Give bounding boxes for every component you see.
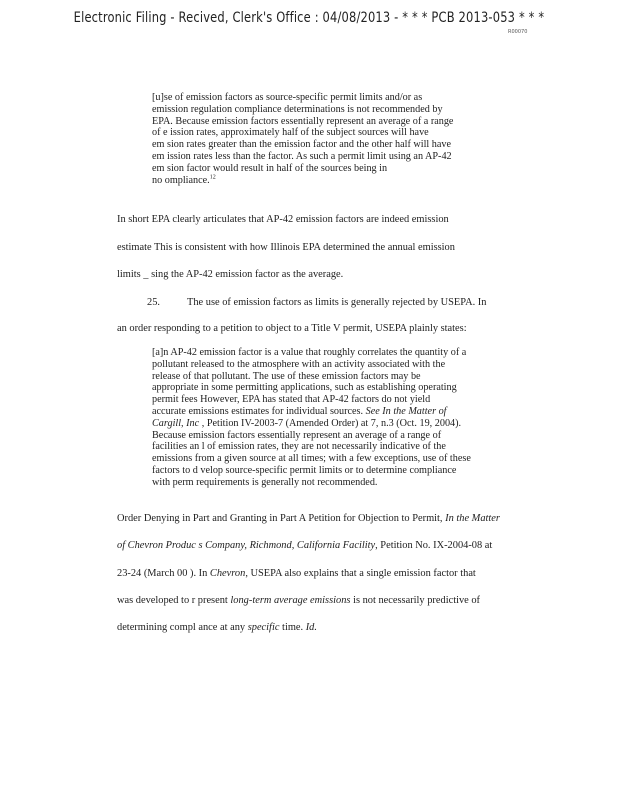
body-line: In short EPA clearly articulates that AP-42 emission factors are indeed emission [117,214,449,225]
electronic-filing-stamp: Electronic Filing - Recived, Clerk's Office : 04/08/2013 - * * * PCB 2013-053 * * * [73,10,545,26]
body-line [117,513,517,525]
quote-line: [a]n AP-42 emission factor is a value that roughly correlates the quantity of a [152,347,467,358]
quote-line: em sion rates greater than the emission factor and the other half will have [152,139,452,151]
quote-line: pollutant released to the atmosphere with an activity associated with the [152,358,446,370]
body-line [117,622,517,634]
case-citation: See In the Matter of [365,405,447,417]
footnote-ref: 12 [209,174,216,181]
quote-line: with perm requirements is generally not recommended. [152,476,378,488]
quote-line: emission regulation compliance determinations is not recommended by [152,103,443,115]
quote-line: facilities an l of emission rates, they are not necessarily indicative of the [152,441,446,453]
quote-line: of e ission rates, approximately half of the subject sources will have [152,127,429,139]
case-name: Chevron [209,568,246,579]
block-quote-ap42 [152,347,496,489]
quote-text: accurate emissions estimates for individual sources. [152,405,366,417]
quote-line [152,406,496,418]
quote-line: Because emission factors essentially represent an average of a range of [152,429,442,441]
text: , USEPA also explains that a single emission factor that [245,568,476,579]
text: , Petition No. IX-2004-08 at [375,540,493,551]
quote-line: em ission rates less than the factor. As such a permit limit using an AP-42 [152,150,452,162]
text: 23-24 (March 00 ). In [117,568,210,579]
text: was developed to r present [117,595,231,606]
text: time. [279,622,306,633]
case-name: In the Matter [445,513,500,524]
text: is not necessarily predictive of [350,595,481,606]
body-line [117,595,517,607]
body-line [117,568,517,580]
quote-line [152,418,496,430]
quote-line [152,175,496,187]
quote-line-text: no ompliance. [152,174,210,186]
body-line: limits _ sing the AP-42 emission factor as the average. [117,269,344,280]
paragraph-25-first-line [117,297,517,309]
emphasis: specific [247,622,280,633]
text: Order Denying in Part and Granting in Part A Petition for Objection to Permit, [117,513,446,524]
quote-line: factors to d velop source-specific permit limits or to determine compliance [152,464,457,476]
quote-line: permit fees However, EPA has stated that AP-42 factors do not yield [152,394,431,406]
page-code: R00070 [508,29,528,35]
case-name: Cargill, Inc [152,417,200,429]
quote-line: appropriate in some permitting applications, such as establishing operating [152,382,457,394]
quote-text: , Petition IV-2003-7 (Amended Order) at 7, n.3 (Oct. 19, 2004). [199,417,462,429]
body-line [117,540,517,552]
quote-line: em sion factor would result in half of the sources being in [152,162,388,174]
paragraph-text: The use of emission factors as limits is generally rejected by USEPA. In [187,297,487,308]
case-name: of Chevron Produc s Company, Richmond, California Facility [117,540,376,551]
block-quote-emission-factors [152,92,496,186]
quote-line: emissions from a given source at all times; with a few exceptions, use of these [152,453,471,465]
paragraph-number: 25. [147,297,160,308]
id-citation: Id. [305,622,317,633]
text: determining compl ance at any [117,622,248,633]
quote-line: release of that pollutant. The use of these emission factors may be [152,370,421,382]
body-line: estimate This is consistent with how Illinois EPA determined the annual emission [117,242,455,253]
quote-line: EPA. Because emission factors essentially represent an average of a range [152,115,454,127]
body-line: an order responding to a petition to object to a Title V permit, USEPA plainly states: [117,323,467,334]
quote-line: [u]se of emission factors as source-specific permit limits and/or as [152,92,423,103]
emphasis: long-term average emissions [230,595,351,606]
